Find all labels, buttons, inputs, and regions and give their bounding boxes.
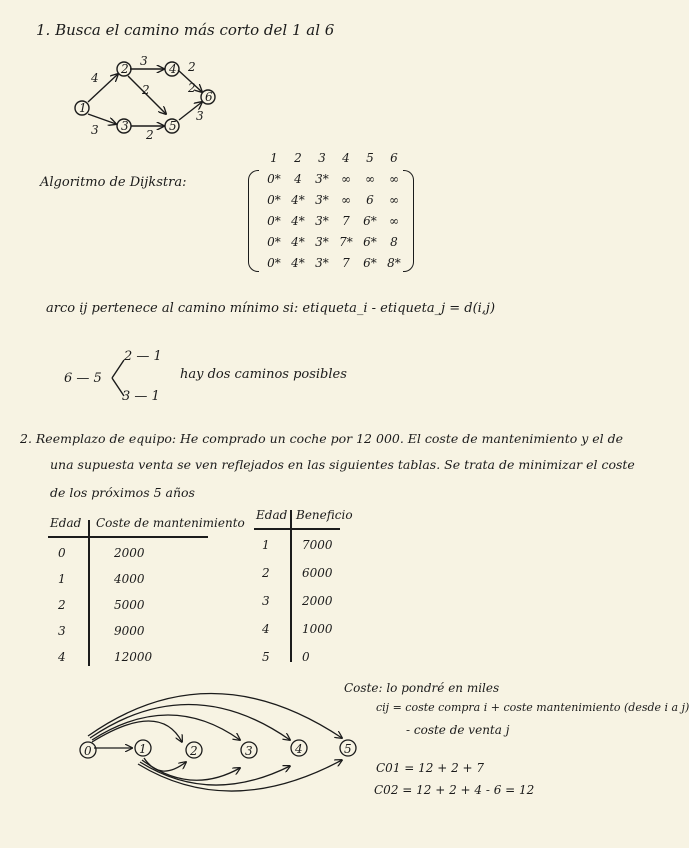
graph1-node-label: 6 <box>205 90 213 104</box>
matrix-cell: ∞ <box>389 193 399 207</box>
graph1-node-label: 4 <box>169 62 177 76</box>
table1-header-age: Edad <box>50 516 82 530</box>
arc-0-3 <box>92 715 240 740</box>
matrix-cell: 6* <box>363 214 377 228</box>
matrix-cell: 0* <box>267 193 281 207</box>
matrix-cell: ∞ <box>389 172 399 186</box>
matrix-cell: 0* <box>267 214 281 228</box>
matrix-cell: 0* <box>267 235 281 249</box>
matrix-cell: 6* <box>363 256 377 270</box>
note-sale-cost: - coste de venta j <box>406 723 510 737</box>
table-cell-value: 6000 <box>302 566 333 580</box>
matrix-header-cell: 6 <box>390 151 398 165</box>
algorithm-label: Algoritmo de Dijkstra: <box>40 175 187 190</box>
graph1-node-label: 5 <box>169 119 177 133</box>
table-cell-age: 1 <box>58 572 66 586</box>
matrix-header-cell: 1 <box>270 151 278 165</box>
matrix-cell: 4* <box>291 256 305 270</box>
graph2-node-label: 5 <box>344 742 352 756</box>
table-cell-value: 0 <box>302 650 310 664</box>
matrix-cell: 3* <box>315 214 329 228</box>
matrix-cell: 7 <box>342 256 350 270</box>
graph1-weight: 3 <box>196 109 204 123</box>
matrix-cell: 3* <box>315 193 329 207</box>
matrix-cell: ∞ <box>389 214 399 228</box>
table-cell-age: 3 <box>262 594 270 608</box>
paths-note: hay dos caminos posibles <box>180 367 347 382</box>
matrix-cell: ∞ <box>341 172 351 186</box>
arc-0-4 <box>90 704 290 740</box>
matrix-cell: 7 <box>342 214 350 228</box>
arc-1-3 <box>142 760 240 780</box>
table-cell-age: 0 <box>58 546 66 560</box>
note-cost-units: Coste: lo pondré en miles <box>344 681 500 695</box>
graph1-weight: 2 <box>188 81 196 95</box>
matrix-header-cell: 4 <box>342 151 350 165</box>
matrix-cell: 0* <box>267 172 281 186</box>
path-branch-bottom: 3 — 1 <box>122 389 160 404</box>
table-cell-age: 2 <box>58 598 66 612</box>
path-left: 6 — 5 <box>64 371 102 386</box>
matrix-cell: ∞ <box>365 172 375 186</box>
arc-1-4 <box>140 762 290 785</box>
graph2-node-label: 0 <box>84 744 92 758</box>
graph2-node-label: 3 <box>245 744 253 758</box>
table-cell-value: 2000 <box>114 546 145 560</box>
table-cell-value: 4000 <box>114 572 145 586</box>
table-cell-value: 7000 <box>302 538 333 552</box>
problem1-title: 1. Busca el camino más corto del 1 al 6 <box>36 21 335 39</box>
graph1-node-label: 1 <box>79 101 87 115</box>
graph1-weight: 2 <box>146 128 154 142</box>
graph2-node-label: 2 <box>190 744 198 758</box>
graph1-weight: 2 <box>188 60 196 74</box>
table1-header-cost: Coste de mantenimiento <box>96 516 245 530</box>
matrix-cell: 3* <box>315 172 329 186</box>
note-c02: C02 = 12 + 2 + 4 - 6 = 12 <box>374 783 535 797</box>
note-cij-definition: cij = coste compra i + coste mantenimiento (desde i a j) <box>376 701 689 714</box>
table-cell-value: 9000 <box>114 624 145 638</box>
matrix-cell: 6 <box>366 193 374 207</box>
graph1-node-label: 2 <box>121 62 129 76</box>
graph1-weight: 4 <box>91 71 99 85</box>
graph1-weight: 2 <box>142 83 150 97</box>
matrix-cell: 7* <box>339 235 353 249</box>
problem2-line2: una supuesta venta se ven reflejados en las siguientes tablas. Se trata de minimizar el coste <box>50 457 635 472</box>
min-path-rule: arco ij pertenece al camino mínimo si: etiqueta_i - etiqueta_j = d(i,j) <box>46 301 496 316</box>
table-cell-value: 2000 <box>302 594 333 608</box>
graph2-node-label: 4 <box>295 742 303 756</box>
table-cell-age: 1 <box>262 538 270 552</box>
table-cell-value: 1000 <box>302 622 333 636</box>
matrix-cell: 6* <box>363 235 377 249</box>
table2-header-age: Edad <box>256 508 288 522</box>
matrix-cell: 4 <box>294 172 302 186</box>
matrix-header-cell: 5 <box>366 151 374 165</box>
table-cell-value: 5000 <box>114 598 145 612</box>
table-cell-age: 4 <box>58 650 66 664</box>
problem2-line3: de los próximos 5 años <box>50 485 195 500</box>
graph1-weight: 3 <box>140 54 148 68</box>
matrix-cell: 8* <box>387 256 401 270</box>
path-branch-top: 2 — 1 <box>124 349 162 364</box>
table-cell-age: 4 <box>262 622 270 636</box>
table-cell-age: 5 <box>262 650 270 664</box>
table-cell-age: 3 <box>58 624 66 638</box>
matrix-cell: 8 <box>390 235 398 249</box>
matrix-header-cell: 2 <box>294 151 302 165</box>
matrix-cell: 3* <box>315 235 329 249</box>
note-c01: C01 = 12 + 2 + 7 <box>376 761 485 775</box>
matrix-cell: 0* <box>267 256 281 270</box>
arc-0-5 <box>88 693 342 738</box>
graph1-node-label: 3 <box>121 119 129 133</box>
table-cell-value: 12000 <box>114 650 153 664</box>
matrix-cell: 4* <box>291 235 305 249</box>
matrix-cell: ∞ <box>341 193 351 207</box>
matrix-cell: 3* <box>315 256 329 270</box>
matrix-header-cell: 3 <box>318 151 326 165</box>
matrix-cell: 4* <box>291 214 305 228</box>
problem2-line1: 2. Reemplazo de equipo: He comprado un coche por 12 000. El coste de mantenimiento y el de <box>20 431 624 446</box>
table2-header-profit: Beneficio <box>296 508 353 522</box>
graph2-node-label: 1 <box>139 742 147 756</box>
matrix-cell: 4* <box>291 193 305 207</box>
table-cell-age: 2 <box>262 566 270 580</box>
arc-1-2 <box>144 758 186 771</box>
graph1-weight: 3 <box>91 123 99 137</box>
